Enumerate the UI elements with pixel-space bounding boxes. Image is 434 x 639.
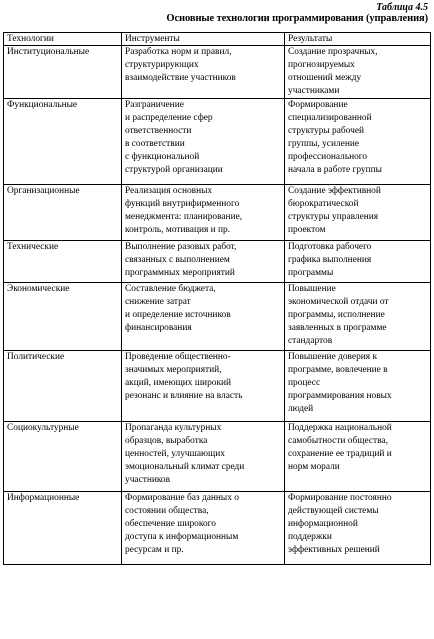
instruments-cell	[122, 422, 285, 492]
cell-text-line: программы	[288, 268, 334, 278]
cell-text-line: структурирующих	[125, 60, 199, 70]
cell-text-line: Создание эффективной	[288, 186, 381, 196]
cell-text-line: Составление бюджета,	[125, 284, 216, 294]
cell-text-line: Информационные	[7, 493, 80, 503]
cell-text-line: финансирования	[125, 323, 192, 333]
table-row	[4, 99, 431, 185]
cell-text-line: доступа к информационным	[125, 532, 239, 542]
instruments-cell	[122, 241, 285, 283]
table-row	[4, 492, 431, 565]
cell-text-line: программирования новых	[288, 391, 392, 401]
cell-text-line: связанных с выполнением	[125, 255, 230, 265]
cell-text-line: проектом	[288, 225, 326, 235]
cell-text-line: Экономические	[7, 284, 70, 294]
cell-text-line: структуры рабочей	[288, 126, 365, 136]
table-row	[4, 351, 431, 422]
technology-cell	[4, 351, 122, 422]
cell-text-line: графика выполнения	[288, 255, 372, 265]
cell-text-line: Проведение общественно-	[125, 352, 231, 362]
technology-cell	[4, 241, 122, 283]
cell-text-line: процесс	[288, 378, 321, 388]
cell-text-line: Формирование баз данных о	[125, 493, 239, 503]
instruments-cell	[122, 283, 285, 351]
cell-text-line: эффективных решений	[288, 545, 380, 555]
cell-text-line: заявленных в программе	[288, 323, 387, 333]
table-number-label: Таблица 4.5	[376, 2, 428, 13]
technology-cell	[4, 422, 122, 492]
table-row	[4, 422, 431, 492]
instruments-cell	[122, 185, 285, 241]
cell-text-line: людей	[288, 404, 314, 414]
cell-text-line: эмоциональный климат среди	[125, 462, 245, 472]
results-cell	[285, 46, 431, 99]
cell-text-line: программе, вовлечение в	[288, 365, 388, 375]
technology-cell	[4, 99, 122, 185]
cell-text-line: резонанс и влияние на власть	[125, 391, 243, 401]
cell-text-line: программных мероприятий	[125, 268, 235, 278]
cell-text-line: прогнозируемых	[288, 60, 355, 70]
cell-text-line: Пропаганда культурных	[125, 423, 222, 433]
cell-text-line: специализированной	[288, 113, 372, 123]
cell-text-line: участников	[125, 475, 171, 485]
cell-text-line: Разграничение	[125, 100, 184, 110]
cell-text-line: профессионального	[288, 152, 368, 162]
results-cell	[285, 351, 431, 422]
cell-text-line: отношений между	[288, 73, 362, 83]
cell-text-line: программы, исполнение	[288, 310, 385, 320]
instruments-cell	[122, 351, 285, 422]
cell-text-line: ответственности	[125, 126, 192, 136]
cell-text-line: Организационные	[7, 186, 80, 196]
cell-text-line: состоянии общества,	[125, 506, 209, 516]
results-cell	[285, 99, 431, 185]
technology-cell	[4, 283, 122, 351]
cell-text-line: менеджмента: планирование,	[125, 212, 243, 222]
cell-text-line: с функциональной	[125, 152, 200, 162]
table-title: Основные технологии программирования (управления)	[166, 13, 428, 24]
cell-text-line: образцов, выработка	[125, 436, 208, 446]
cell-text-line: взаимодействие участников	[125, 73, 236, 83]
technology-cell	[4, 46, 122, 99]
cell-text-line: ценностей, улучшающих	[125, 449, 225, 459]
cell-text-line: Подготовка рабочего	[288, 242, 372, 252]
cell-text-line: контроль, мотивация и пр.	[125, 225, 231, 235]
cell-text-line: Поддержка национальной	[288, 423, 392, 433]
cell-text-line: Разработка норм и правил,	[125, 47, 232, 57]
results-cell	[285, 185, 431, 241]
table-row	[4, 185, 431, 241]
cell-text-line: значимых мероприятий,	[125, 365, 222, 375]
cell-text-line: Создание прозрачных,	[288, 47, 378, 57]
technology-cell	[4, 185, 122, 241]
cell-text-line: стандартов	[288, 336, 333, 346]
cell-text-line: Институциональные	[7, 47, 90, 57]
cell-text-line: действующей системы	[288, 506, 379, 516]
instruments-cell	[122, 99, 285, 185]
cell-text-line: структуры управления	[288, 212, 379, 222]
cell-text-line: группы, усиление	[288, 139, 360, 149]
column-header-technologies: Технологии	[4, 33, 122, 46]
results-cell	[285, 283, 431, 351]
cell-text-line: самобытности общества,	[288, 436, 388, 446]
table-header-row	[4, 33, 431, 46]
cell-text-line: снижение затрат	[125, 297, 191, 307]
technology-cell	[4, 492, 122, 565]
cell-text-line: начала в работе группы	[288, 165, 382, 175]
cell-text-line: участниками	[288, 86, 340, 96]
cell-text-line: поддержки	[288, 532, 332, 542]
table-row	[4, 241, 431, 283]
cell-text-line: Формирование	[288, 100, 348, 110]
cell-text-line: структурой организации	[125, 165, 223, 175]
cell-text-line: Реализация основных	[125, 186, 213, 196]
results-cell	[285, 241, 431, 283]
instruments-cell	[122, 492, 285, 565]
column-header-results: Результаты	[285, 33, 431, 46]
cell-text-line: норм морали	[288, 462, 340, 472]
table-row	[4, 283, 431, 351]
cell-text-line: и распределение сфер	[125, 113, 213, 123]
table-row	[4, 46, 431, 99]
cell-text-line: и определение источников	[125, 310, 231, 320]
cell-text-line: акций, имеющих широкий	[125, 378, 232, 388]
cell-text-line: Выполнение разовых работ,	[125, 242, 237, 252]
cell-text-line: обеспечение широкого	[125, 519, 216, 529]
cell-text-line: Функциональные	[7, 100, 78, 110]
cell-text-line: информационной	[288, 519, 358, 529]
table-body	[4, 46, 431, 565]
cell-text-line: Социокультурные	[7, 423, 79, 433]
cell-text-line: функций внутрифирменного	[125, 199, 240, 209]
cell-text-line: экономической отдачи от	[288, 297, 389, 307]
cell-text-line: сохранение ее традиций и	[288, 449, 392, 459]
column-header-instruments: Инструменты	[122, 33, 285, 46]
results-cell	[285, 492, 431, 565]
cell-text-line: ресурсам и пр.	[125, 545, 184, 555]
instruments-cell	[122, 46, 285, 99]
cell-text-line: Политические	[7, 352, 65, 362]
cell-text-line: Технические	[7, 242, 59, 252]
results-cell	[285, 422, 431, 492]
technologies-table	[3, 32, 431, 565]
cell-text-line: в соответствии	[125, 139, 185, 149]
cell-text-line: Повышение	[288, 284, 336, 294]
cell-text-line: Формирование постоянно	[288, 493, 392, 503]
cell-text-line: бюрократической	[288, 199, 359, 209]
cell-text-line: Повышение доверия к	[288, 352, 378, 362]
